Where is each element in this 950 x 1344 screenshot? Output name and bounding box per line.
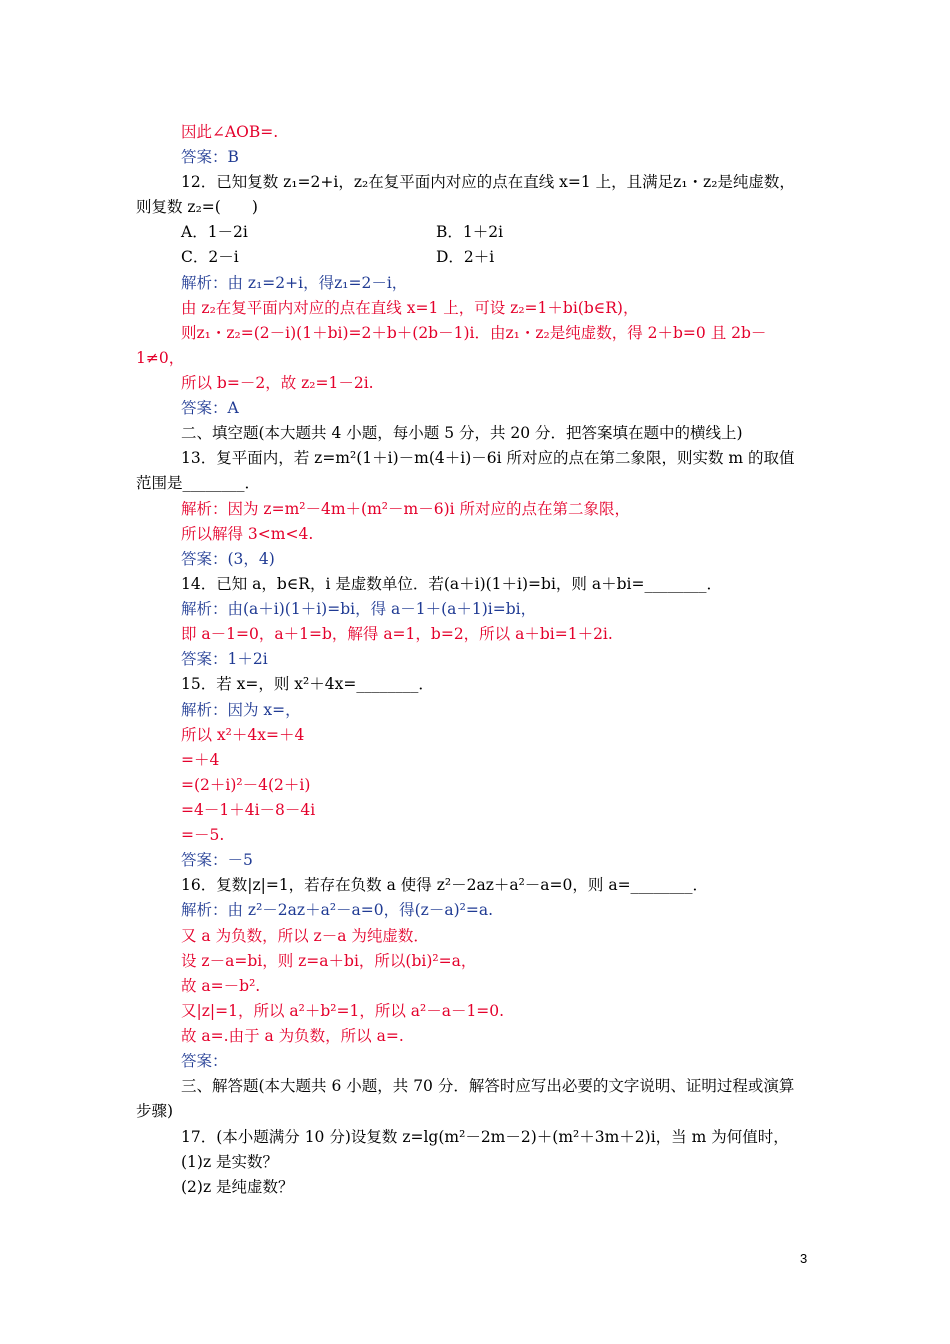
option-d: D．2＋i [436,248,495,266]
answer-line: 答案：A [181,399,239,417]
text-line: 所以解得 3<m<4. [181,525,314,543]
text-line: 由 z₂在复平面内对应的点在直线 x=1 上，可设 z₂=1＋bi(b∈R)， [181,299,639,317]
question-line: 14．已知 a，b∈R，i 是虚数单位．若(a＋i)(1＋i)=bi，则 a＋bi=________． [181,575,722,593]
question-line: (1)z 是实数？ [181,1153,279,1171]
text-line: =－5. [181,826,225,844]
answer-line: 答案：(3，4) [181,550,275,568]
section-heading: 三、解答题(本大题共 6 小题，共 70 分．解答时应写出必要的文字说明、证明过程或演算 [181,1077,795,1095]
question-line: 16．复数|z|=1，若存在负数 a 使得 z²－2az＋a²－a=0，则 a=________． [181,876,709,894]
answer-line: 答案：1＋2i [181,650,268,668]
text-line: 因此∠AOB=. [181,123,279,141]
question-line: 13．复平面内，若 z=m²(1＋i)－m(4＋i)－6i 所对应的点在第二象限，则实数 m 的取值 [181,449,795,467]
question-line: 17．(本小题满分 10 分)设复数 z=lg(m²－2m－2)＋(m²＋3m＋2)i，当 m 为何值时， [181,1128,789,1146]
text-line: 又|z|=1，所以 a²＋b²=1，所以 a²－a－1=0. [181,1002,505,1020]
text-line: 设 z－a=bi，则 z=a＋bi，所以(bi)²=a， [181,952,477,970]
text-line: 所以 b=－2，故 z₂=1－2i. [181,374,374,392]
option-a: A．1－2i [181,223,248,241]
text-line: =(2＋i)²－4(2＋i) [181,776,311,794]
text-line: =4－1＋4i－8－4i [181,801,316,819]
text-line: =＋4 [181,751,220,769]
analysis-line: 解析：由(a＋i)(1＋i)=bi，得 a－1＋(a＋1)i=bi， [181,600,537,618]
option-c: C．2－i [181,248,239,266]
page-number: 3 [800,1251,808,1266]
analysis-line: 解析：由 z₁=2+i，得z₁=2－i， [181,274,408,292]
question-line: 范围是________． [136,474,261,492]
question-line: 12．已知复数 z₁=2+i，z₂在复平面内对应的点在直线 x=1 上，且满足z₁・z₂是纯虚数， [181,173,795,191]
analysis-line: 解析：因为 z=m²－4m＋(m²－m－6)i 所对应的点在第二象限， [181,500,631,518]
analysis-line: 解析：因为 x=， [181,701,301,719]
text-line: 故 a=.由于 a 为负数，所以 a=. [181,1027,404,1045]
question-line: 则复数 z₂=( ) [136,198,258,216]
text-line: 故 a=－b². [181,977,261,995]
text-line: 又 a 为负数，所以 z－a 为纯虚数． [181,927,429,945]
section-heading: 步骤) [136,1102,174,1120]
answer-line: 答案： [181,1052,228,1070]
option-b: B．1＋2i [436,223,504,241]
answer-line: 答案：B [181,148,239,166]
section-heading: 二、填空题(本大题共 4 小题，每小题 5 分，共 20 分．把答案填在题中的横线上) [181,424,743,442]
text-line: 所以 x²＋4x=＋4 [181,726,305,744]
answer-line: 答案：－5 [181,851,253,869]
text-line: 则z₁・z₂=(2－i)(1＋bi)=2＋b＋(2b－1)i．由z₁・z₂是纯虚数，得 2＋b=0 且 2b－ [181,324,767,342]
analysis-line: 解析：由 z²－2az＋a²－a=0，得(z－a)²=a. [181,901,493,919]
question-line: 15．若 x=，则 x²＋4x=________． [181,675,434,693]
text-line: 1≠0， [136,349,185,367]
text-line: 即 a－1=0，a＋1=b，解得 a=1，b=2，所以 a＋bi=1＋2i. [181,625,613,643]
question-line: (2)z 是纯虚数？ [181,1178,294,1196]
